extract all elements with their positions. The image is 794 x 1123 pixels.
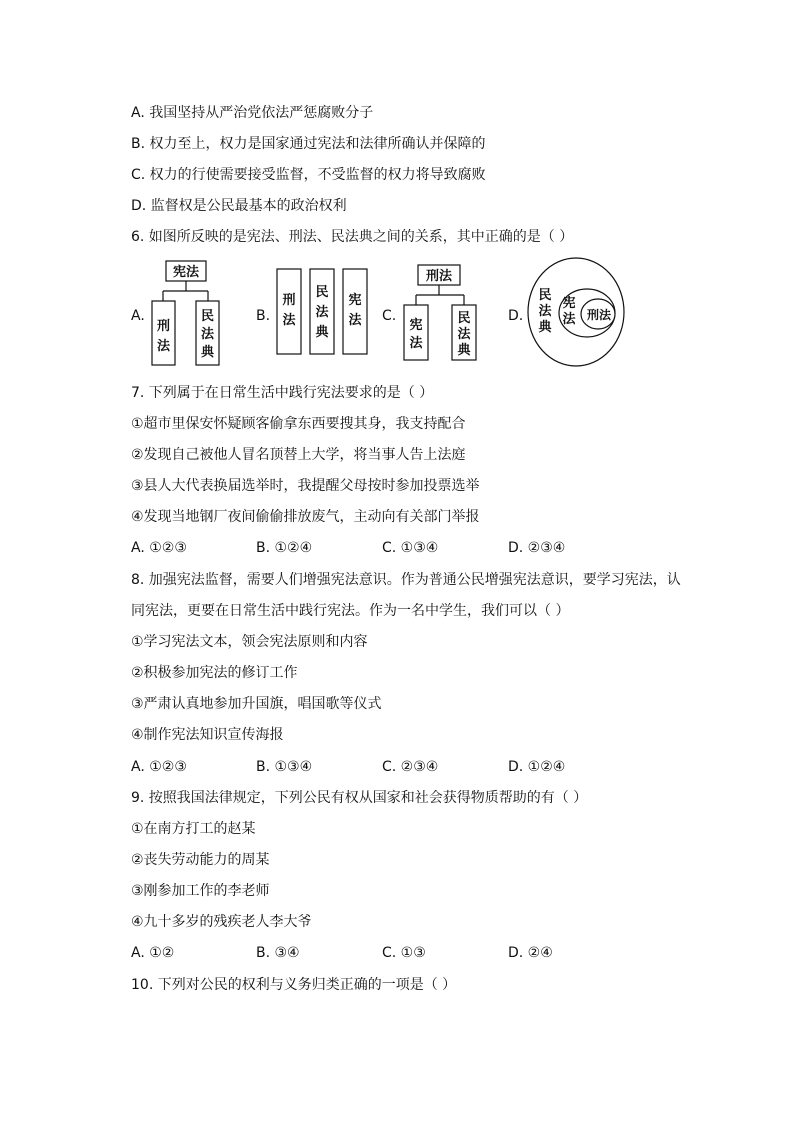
q6-figure-a-label: A. xyxy=(131,308,145,324)
q9-item-1: ①在南方打工的赵某 xyxy=(131,821,256,837)
q7-item-4: ④发现当地钢厂夜间偷偷排放废气，主动向有关部门举报 xyxy=(131,509,480,525)
svg-text:刑法: 刑法 xyxy=(586,308,612,322)
q7-item-1: ①超市里保安怀疑顾客偷拿东西要搜其身，我支持配合 xyxy=(131,416,466,432)
svg-text:民: 民 xyxy=(538,288,552,303)
svg-text:法: 法 xyxy=(562,312,576,327)
q6-a-right-char1: 民 xyxy=(200,309,215,324)
q6-stem: 6. 如图所反映的是宪法、刑法、民法典之间的关系，其中正确的是（ ） xyxy=(131,229,574,245)
q7-choice-c: C. ①③④ xyxy=(382,540,439,556)
svg-text:民: 民 xyxy=(315,285,329,300)
svg-text:刑法: 刑法 xyxy=(425,269,453,284)
q9-item-4: ④九十多岁的残疾老人李大爷 xyxy=(131,914,312,930)
q6-a-top-label: 宪法 xyxy=(172,265,200,280)
q8-choice-a: A. ①②③ xyxy=(131,759,187,775)
q7-stem: 7. 下列属于在日常生活中践行宪法要求的是（ ） xyxy=(131,385,434,401)
q8-item-1: ①学习宪法文本，领会宪法原则和内容 xyxy=(131,634,368,650)
q6-a-right-char3: 典 xyxy=(200,345,215,360)
svg-text:法: 法 xyxy=(538,304,552,319)
q8-item-3: ③严肃认真地参加升国旗，唱国歌等仪式 xyxy=(131,696,382,712)
svg-text:宪: 宪 xyxy=(562,296,576,311)
q8-item-4: ④制作宪法知识宣传海报 xyxy=(131,727,284,743)
q9-item-3: ③刚参加工作的李老师 xyxy=(131,883,270,899)
q8-stem-line-1: 8. 加强宪法监督，需要人们增强宪法意识。作为普通公民增强宪法意识，要学习宪法，认 xyxy=(131,572,681,588)
svg-text:典: 典 xyxy=(457,343,471,358)
q6-figure-b xyxy=(274,266,374,362)
svg-text:民: 民 xyxy=(457,311,471,326)
q6-figure-b-label: B. xyxy=(256,308,271,324)
q6-a-left-char2: 法 xyxy=(156,339,171,354)
q10-stem: 10. 下列对公民的权利与义务归类正确的一项是（ ） xyxy=(131,977,457,993)
q9-choice-b: B. ③④ xyxy=(256,945,300,961)
q9-choice-d: D. ②④ xyxy=(508,945,553,961)
q7-choice-d: D. ②③④ xyxy=(508,540,566,556)
q8-stem-line-2: 同宪法，更要在日常生活中践行宪法。作为一名中学生，我们可以（ ） xyxy=(131,603,570,619)
q8-choice-d: D. ①②④ xyxy=(508,759,566,775)
q6-figure-c-label: C. xyxy=(382,308,397,324)
svg-text:宪: 宪 xyxy=(348,293,362,308)
q8-choice-c: C. ②③④ xyxy=(382,759,439,775)
svg-text:宪: 宪 xyxy=(409,318,423,333)
q9-choice-c: C. ①③ xyxy=(382,945,426,961)
q9-stem: 9. 按照我国法律规定，下列公民有权从国家和社会获得物质帮助的有（ ） xyxy=(131,790,588,806)
svg-text:法: 法 xyxy=(315,305,329,320)
q6-figure-a xyxy=(148,258,228,374)
q5-option-a: A. 我国坚持从严治党依法严惩腐败分子 xyxy=(131,105,374,121)
q7-item-2: ②发现自己被他人冒名顶替上大学，将当事人告上法庭 xyxy=(131,447,466,463)
q7-item-3: ③县人大代表换届选举时，我提醒父母按时参加投票选举 xyxy=(131,478,480,494)
svg-text:法: 法 xyxy=(348,313,362,328)
q5-option-c: C. 权力的行使需要接受监督，不受监督的权力将导致腐败 xyxy=(131,167,486,183)
q7-choice-a: A. ①②③ xyxy=(131,540,187,556)
q6-a-left-char1: 刑 xyxy=(156,319,171,334)
q9-item-2: ②丧失劳动能力的周某 xyxy=(131,852,270,868)
q7-choice-b: B. ①②④ xyxy=(256,540,313,556)
svg-text:典: 典 xyxy=(315,325,329,340)
q8-item-2: ②积极参加宪法的修订工作 xyxy=(131,665,298,681)
q6-figure-d xyxy=(524,255,628,374)
q6-figure-c xyxy=(398,262,482,370)
q9-choice-a: A. ①② xyxy=(131,945,175,961)
svg-text:法: 法 xyxy=(457,327,471,342)
q5-option-d: D. 监督权是公民最基本的政治权利 xyxy=(131,198,347,214)
svg-text:典: 典 xyxy=(538,320,552,335)
q8-choice-b: B. ①③④ xyxy=(256,759,313,775)
svg-text:法: 法 xyxy=(282,313,296,328)
q5-option-b: B. 权力至上，权力是国家通过宪法和法律所确认并保障的 xyxy=(131,136,486,152)
svg-text:法: 法 xyxy=(409,336,423,351)
svg-text:刑: 刑 xyxy=(282,293,296,308)
q6-a-right-char2: 法 xyxy=(200,327,215,342)
q6-figure-d-label: D. xyxy=(508,308,524,324)
